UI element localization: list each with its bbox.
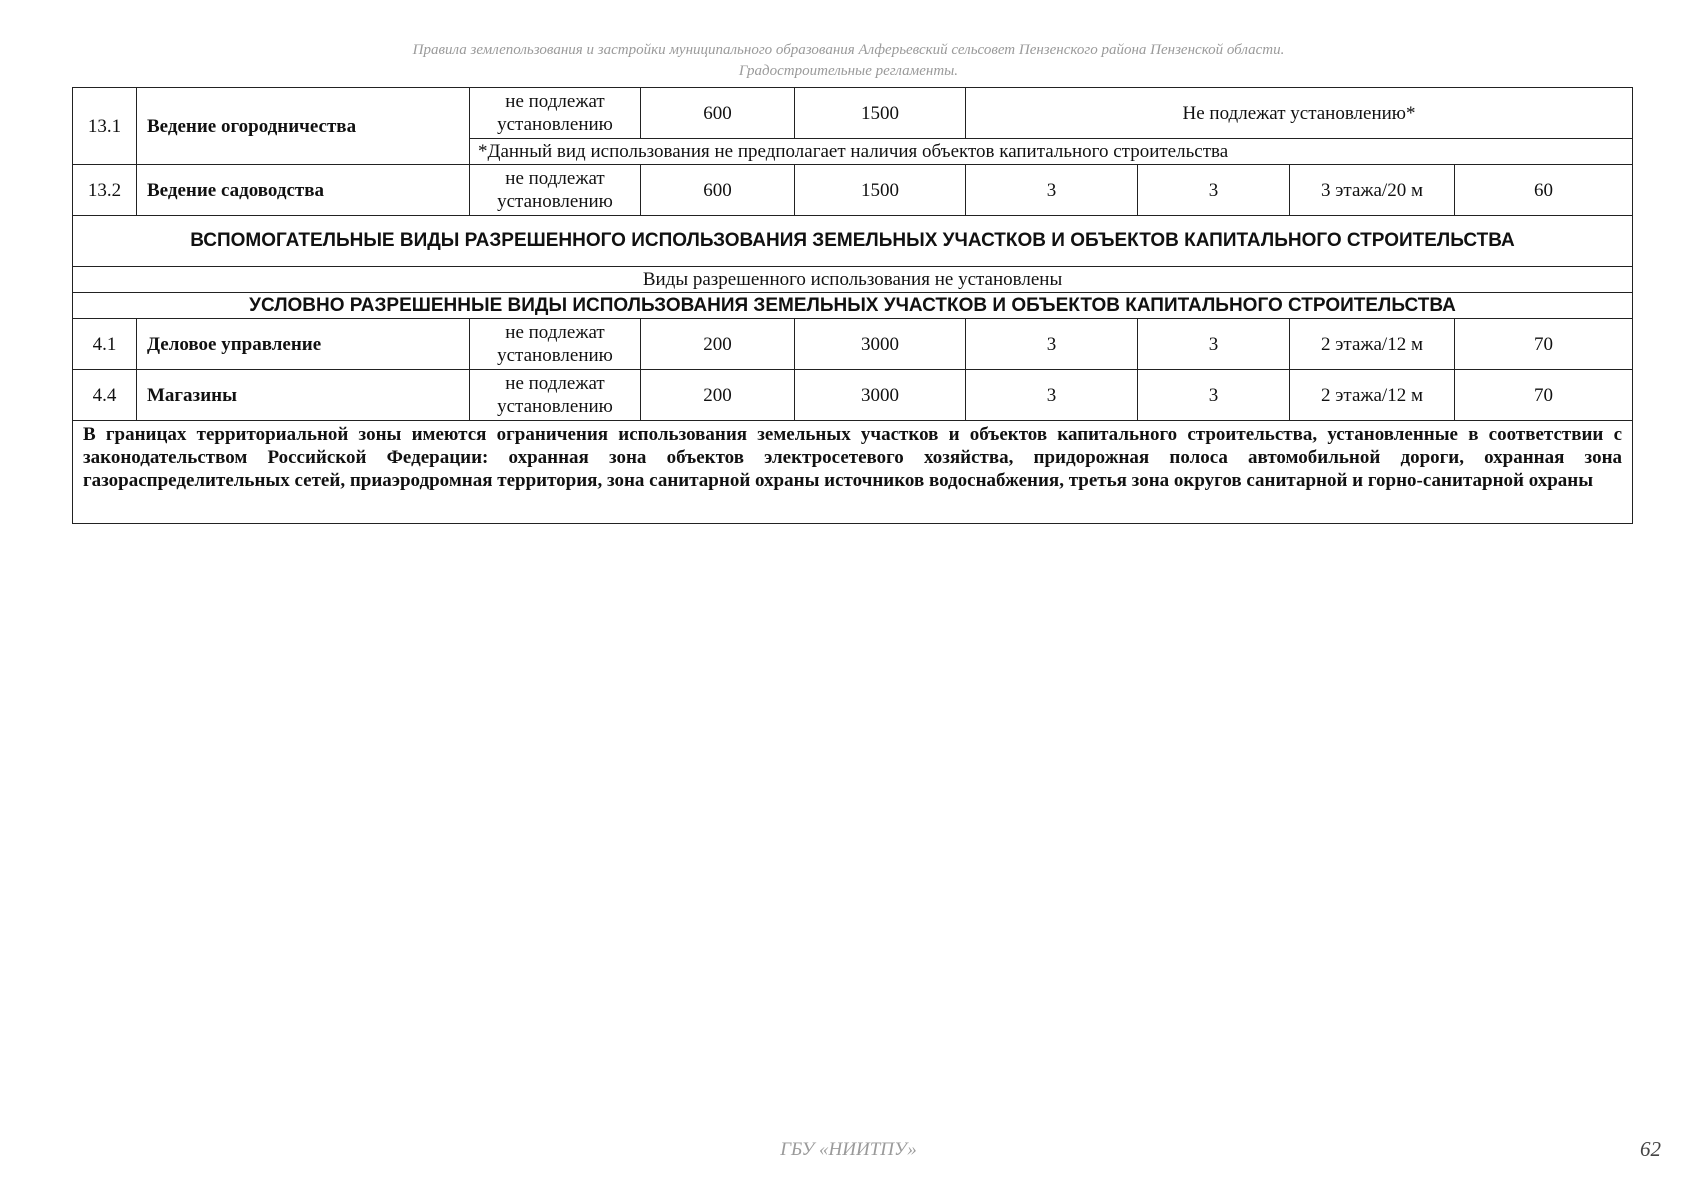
header-line-2: Градостроительные регламенты. (738, 63, 959, 79)
section-heading-conditional: УСЛОВНО РАЗРЕШЕННЫЕ ВИДЫ ИСПОЛЬЗОВАНИЯ ЗЕМЕЛЬНЫХ УЧАСТКОВ И ОБЪЕКТОВ КАПИТАЛЬНОГО СТРОИТЕЛЬСТВА (73, 293, 1633, 319)
use-type-name: Ведение садоводства (137, 165, 470, 216)
use-type-name: Магазины (137, 370, 470, 421)
cell-value: 1500 (795, 165, 966, 216)
cell-value: 2 этажа/12 м (1290, 370, 1455, 421)
cell-value: 1500 (795, 88, 966, 139)
cell-value: не подлежат установлению (470, 165, 641, 216)
table-row (73, 370, 1633, 421)
cell-value: 3000 (795, 319, 966, 370)
cell-value: не подлежат установлению (470, 319, 641, 370)
section-text: Виды разрешенного использования не установлены (73, 267, 1633, 293)
row-number: 4.4 (73, 370, 137, 421)
cell-value: 3 (966, 370, 1138, 421)
table-row (73, 319, 1633, 370)
cell-value: 2 этажа/12 м (1290, 319, 1455, 370)
table-row (73, 267, 1633, 293)
table-row (73, 165, 1633, 216)
section-heading-row (73, 293, 1633, 319)
cell-value: 60 (1455, 165, 1633, 216)
cell-value: не подлежат установлению (470, 88, 641, 139)
footnote-cell: *Данный вид использования не предполагает наличия объектов капитального строительства (470, 139, 1633, 165)
cell-value: 3 этажа/20 м (1290, 165, 1455, 216)
cell-value: 3 (1138, 165, 1290, 216)
cell-value: 70 (1455, 370, 1633, 421)
cell-value: 3 (1138, 319, 1290, 370)
footer-organization: ГБУ «НИИТПУ» (780, 1139, 917, 1160)
use-type-name: Ведение огородничества (137, 88, 470, 165)
restrictions-note: В границах территориальной зоны имеются ограничения использования земельных участков и объектов капитального строительства, установленные в соответствии с законодательством Российской Федерации: охранная зона объектов электросетевого хозяйства, придорожная полоса автомобильной дороги, охранная зона газораспределительных сетей, приаэродромная территория, зона санитарной охраны источников водоснабжения, третья зона округов санитарной и горно-санитарной охраны (73, 421, 1633, 524)
merged-cell: Не подлежат установлению* (966, 88, 1633, 139)
header-line-1: Правила землепользования и застройки муниципального образования Алферьевский сельсовет Пензенского района Пензенской области. (412, 42, 1285, 58)
cell-value: 200 (641, 319, 795, 370)
cell-value: 3 (1138, 370, 1290, 421)
row-number: 4.1 (73, 319, 137, 370)
cell-value: 70 (1455, 319, 1633, 370)
row-number: 13.1 (73, 88, 137, 165)
cell-value: 600 (641, 88, 795, 139)
row-number: 13.2 (73, 165, 137, 216)
running-header (0, 40, 1697, 82)
cell-value: 3 (966, 319, 1138, 370)
cell-value: 200 (641, 370, 795, 421)
cell-value: не подлежат установлению (470, 370, 641, 421)
section-heading-auxiliary: ВСПОМОГАТЕЛЬНЫЕ ВИДЫ РАЗРЕШЕННОГО ИСПОЛЬЗОВАНИЯ ЗЕМЕЛЬНЫХ УЧАСТКОВ И ОБЪЕКТОВ КАПИТАЛЬНОГО СТРОИТЕЛЬСТВА (73, 216, 1633, 267)
page-number: 62 (1640, 1137, 1661, 1161)
cell-value: 3 (966, 165, 1138, 216)
use-type-name: Деловое управление (137, 319, 470, 370)
cell-value: 3000 (795, 370, 966, 421)
table-row (73, 88, 1633, 139)
regulations-table (72, 87, 1633, 524)
cell-value: 600 (641, 165, 795, 216)
section-heading-row (73, 216, 1633, 267)
table-row (73, 421, 1633, 524)
